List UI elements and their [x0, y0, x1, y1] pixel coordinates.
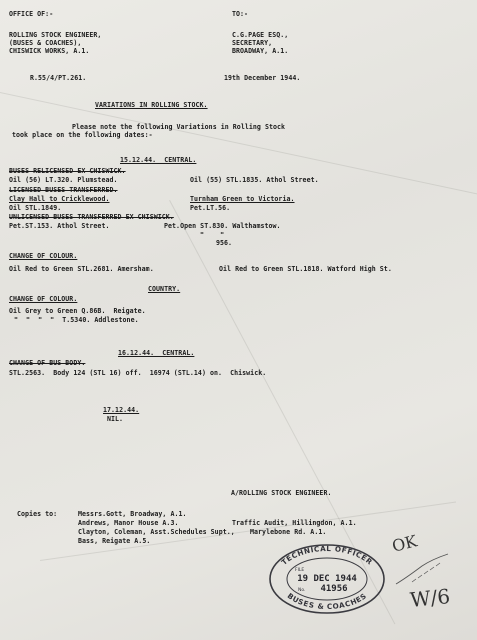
copies-recipient: Clayton, Coleman, Asst.Schedules Supt., [78, 528, 235, 536]
entry-line: Clay Hall to Cricklewood. [9, 195, 110, 203]
intro-line: took place on the following dates:- [12, 131, 153, 139]
handwritten-ok: OK [390, 531, 420, 556]
entry-line: Oil (55) STL.1835. Athol Street. [190, 176, 319, 184]
intro-line: Please note the following Variations in Rolling Stock [72, 123, 286, 131]
to-label: TO:- [232, 10, 249, 18]
section-heading-country: COUNTRY. [148, 285, 181, 293]
section-heading-central: 15.12.44. CENTRAL. [120, 156, 197, 164]
reference-number: R.55/4/PT.261. [30, 74, 87, 82]
stamp-number: 41956 [320, 584, 348, 594]
received-stamp [268, 543, 386, 615]
from-address-line: CHISWICK WORKS, A.1. [9, 47, 90, 55]
copies-recipient: Bass, Reigate A.5. [78, 537, 151, 545]
stamp-date: 19 DEC 1944 [297, 574, 357, 584]
entry-line: Oil Red to Green STL.2681. Amersham. [9, 265, 154, 273]
copies-label: Copies to: [17, 510, 58, 518]
from-label: OFFICE OF:- [9, 10, 54, 18]
subheading: CHANGE OF COLOUR. [9, 252, 78, 260]
subheading: CHANGE OF COLOUR. [9, 295, 78, 303]
stamp-top-text: TECHNICAL OFFICER [279, 543, 375, 567]
entry-line: STL.2563. Body 124 (STL 16) off. 16974 (STL.14) on. Chiswick. [9, 369, 267, 377]
to-address-line: BROADWAY, A.1. [232, 47, 289, 55]
signature-line: A/ROLLING STOCK ENGINEER. [231, 489, 332, 497]
document-date: 19th December 1944. [224, 74, 301, 82]
to-address-line: C.G.PAGE ESQ., [232, 31, 289, 39]
stamp-file-label: FILE [295, 568, 305, 573]
paper-crease [0, 92, 477, 201]
entry-line: Turnham Green to Victoria. [190, 195, 295, 203]
stamp-bottom-text: BUSES & COACHES [285, 591, 369, 612]
copies-recipient: Marylebone Rd. A.1. [250, 528, 327, 536]
entry-line: NIL. [107, 415, 124, 423]
stamp-no-label: No. [298, 588, 306, 593]
entry-line: 956. [216, 239, 233, 247]
entry-line: Pet.ST.153. Athol Street. [9, 222, 110, 230]
entry-line: Oil Red to Green STL.1818. Watford High St. [219, 265, 392, 273]
handwritten-initials: W/6 [408, 583, 452, 613]
entry-line: Pet.LT.56. [190, 204, 231, 212]
subheading: CHANGE OF BUS BODY. [9, 359, 86, 367]
entry-line: Pet.Open ST.830. Walthamstow. [164, 222, 281, 230]
copies-recipient: Traffic Audit, Hillingdon, A.1. [232, 519, 357, 527]
received-stamp-graphic [268, 543, 386, 615]
section-heading-central-2: 16.12.44. CENTRAL. [118, 349, 195, 357]
subheading: LICENSED BUSES TRANSFERRED. [9, 186, 118, 194]
entry-line: Oil (56) LT.320. Plumstead. [9, 176, 118, 184]
svg-text:TECHNICAL OFFICER [280, 544, 375, 567]
entry-line: Oil Grey to Green Q.86B. Reigate. [9, 307, 146, 315]
subheading: UNLICENSED BUSES TRANSFERRED EX CHISWICK. [9, 213, 174, 221]
copies-recipient: Andrews, Manor House A.3. [78, 519, 179, 527]
ditto-marks: " " [200, 231, 225, 239]
from-address-line: (BUSES & COACHES), [9, 39, 82, 47]
entry-line: Oil STL.1849. [9, 204, 62, 212]
section-heading-date: 17.12.44. [103, 406, 140, 414]
copies-recipient: Messrs.Gott, Broadway, A.1. [78, 510, 187, 518]
handwritten-scribble-icon [392, 552, 452, 588]
document-title: VARIATIONS IN ROLLING STOCK. [95, 101, 208, 109]
subheading: BUSES RELICENSED EX CHISWICK. [9, 167, 126, 175]
to-address-line: SECRETARY, [232, 39, 273, 47]
from-address-line: ROLLING STOCK ENGINEER, [9, 31, 102, 39]
entry-line: " " " " T.5340. Addlestone. [14, 316, 139, 324]
